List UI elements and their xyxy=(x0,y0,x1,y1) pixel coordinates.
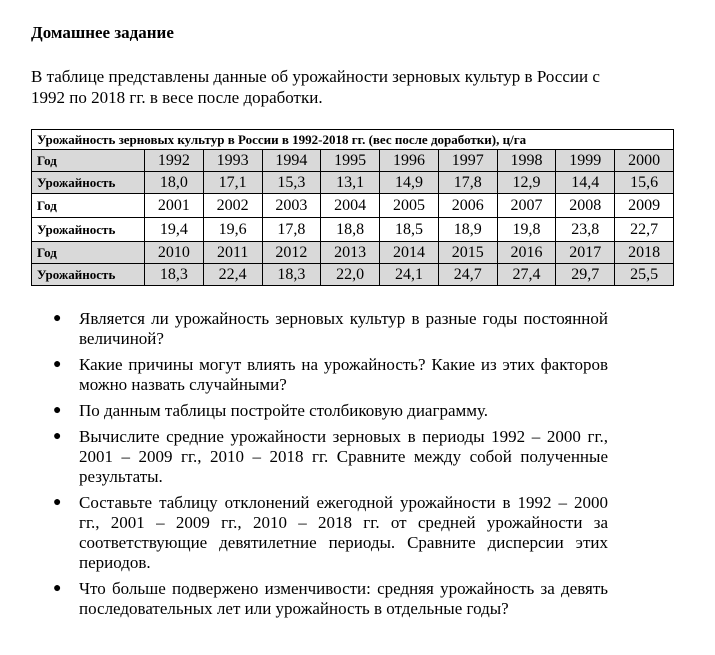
question-text: Вычислите средние урожайности зерновых в периоды 1992 – 2000 гг., 2001 – 2009 гг., 2010 – 2018 гг. Сравните между собой полученные результаты. xyxy=(79,427,608,486)
yield-row-1 xyxy=(32,172,674,194)
question-text: Составьте таблицу отклонений ежегодной урожайности в 1992 – 2000 гг., 2001 – 2009 гг., 2010 – 2018 гг. от средней урожайности за соответствующие девятилетние периоды. Сравните дисперсии этих периодов. xyxy=(79,493,608,572)
yield-cell: 18,8 xyxy=(321,218,380,242)
yield-cell: 23,8 xyxy=(556,218,615,242)
question-text: Что больше подвержено изменчивости: средняя урожайность за девять последовательных лет или урожайность в отдельные годы? xyxy=(79,579,608,618)
year-cell: 1993 xyxy=(203,150,262,172)
yield-cell: 17,8 xyxy=(262,218,321,242)
yield-cell: 18,5 xyxy=(380,218,439,242)
yield-cell: 22,4 xyxy=(203,264,262,286)
yield-cell: 22,0 xyxy=(321,264,380,286)
yield-cell: 19,8 xyxy=(497,218,556,242)
year-row-2 xyxy=(32,194,674,218)
year-cell: 2016 xyxy=(497,242,556,264)
year-label: Год xyxy=(32,150,145,172)
list-item xyxy=(31,493,608,573)
bullet-icon: ● xyxy=(53,429,62,444)
table-caption: Урожайность зерновых культур в России в 1992-2018 гг. (вес после доработки), ц/га xyxy=(32,130,674,150)
yield-cell: 18,0 xyxy=(145,172,204,194)
yield-label: Урожайность xyxy=(32,218,145,242)
intro-paragraph: В таблице представлены данные об урожайности зерновых культур в России с 1992 по 2018 гг. в весе после доработки. xyxy=(31,67,600,107)
yield-cell: 18,3 xyxy=(262,264,321,286)
question-text: Является ли урожайность зерновых культур в разные годы постоянной величиной? xyxy=(79,309,608,348)
year-cell: 2006 xyxy=(438,194,497,218)
year-cell: 1997 xyxy=(438,150,497,172)
list-item xyxy=(31,401,608,421)
bullet-icon: ● xyxy=(53,357,62,372)
bullet-icon: ● xyxy=(53,403,62,418)
year-cell: 2014 xyxy=(380,242,439,264)
yield-cell: 17,8 xyxy=(438,172,497,194)
year-cell: 1999 xyxy=(556,150,615,172)
year-row-1 xyxy=(32,150,674,172)
year-cell: 2012 xyxy=(262,242,321,264)
yield-cell: 27,4 xyxy=(497,264,556,286)
year-cell: 2005 xyxy=(380,194,439,218)
yield-row-2 xyxy=(32,218,674,242)
bullet-icon: ● xyxy=(53,581,62,596)
list-item xyxy=(31,427,608,487)
year-cell: 2010 xyxy=(145,242,204,264)
year-cell: 1995 xyxy=(321,150,380,172)
list-item xyxy=(31,309,608,349)
year-cell: 1996 xyxy=(380,150,439,172)
page-title: Домашнее задание xyxy=(31,23,174,42)
year-cell: 2003 xyxy=(262,194,321,218)
yield-cell: 15,6 xyxy=(615,172,674,194)
year-label: Год xyxy=(32,194,145,218)
year-cell: 1992 xyxy=(145,150,204,172)
year-cell: 2000 xyxy=(615,150,674,172)
question-text: По данным таблицы постройте столбиковую диаграмму. xyxy=(79,401,489,420)
year-row-3 xyxy=(32,242,674,264)
year-cell: 2009 xyxy=(615,194,674,218)
yield-label: Урожайность xyxy=(32,172,145,194)
yield-row-3 xyxy=(32,264,674,286)
yield-cell: 19,4 xyxy=(145,218,204,242)
yield-cell: 22,7 xyxy=(615,218,674,242)
year-cell: 2004 xyxy=(321,194,380,218)
yield-cell: 18,9 xyxy=(438,218,497,242)
bullet-icon: ● xyxy=(53,311,62,326)
year-label: Год xyxy=(32,242,145,264)
yield-cell: 19,6 xyxy=(203,218,262,242)
list-item xyxy=(31,579,608,619)
yield-cell: 25,5 xyxy=(615,264,674,286)
question-list xyxy=(31,309,608,625)
yield-cell: 24,1 xyxy=(380,264,439,286)
question-text: Какие причины могут влиять на урожайность? Какие из этих факторов можно назвать случайными? xyxy=(79,355,608,394)
year-cell: 2011 xyxy=(203,242,262,264)
year-cell: 2017 xyxy=(556,242,615,264)
yield-cell: 17,1 xyxy=(203,172,262,194)
yield-cell: 15,3 xyxy=(262,172,321,194)
yield-table xyxy=(31,129,674,286)
year-cell: 2002 xyxy=(203,194,262,218)
yield-cell: 29,7 xyxy=(556,264,615,286)
list-item xyxy=(31,355,608,395)
yield-cell: 14,4 xyxy=(556,172,615,194)
yield-label: Урожайность xyxy=(32,264,145,286)
bullet-icon: ● xyxy=(53,495,62,510)
yield-cell: 12,9 xyxy=(497,172,556,194)
yield-cell: 18,3 xyxy=(145,264,204,286)
year-cell: 2013 xyxy=(321,242,380,264)
year-cell: 2018 xyxy=(615,242,674,264)
year-cell: 2015 xyxy=(438,242,497,264)
year-cell: 2008 xyxy=(556,194,615,218)
year-cell: 2007 xyxy=(497,194,556,218)
year-cell: 2001 xyxy=(145,194,204,218)
yield-cell: 24,7 xyxy=(438,264,497,286)
yield-cell: 13,1 xyxy=(321,172,380,194)
year-cell: 1994 xyxy=(262,150,321,172)
yield-cell: 14,9 xyxy=(380,172,439,194)
year-cell: 1998 xyxy=(497,150,556,172)
